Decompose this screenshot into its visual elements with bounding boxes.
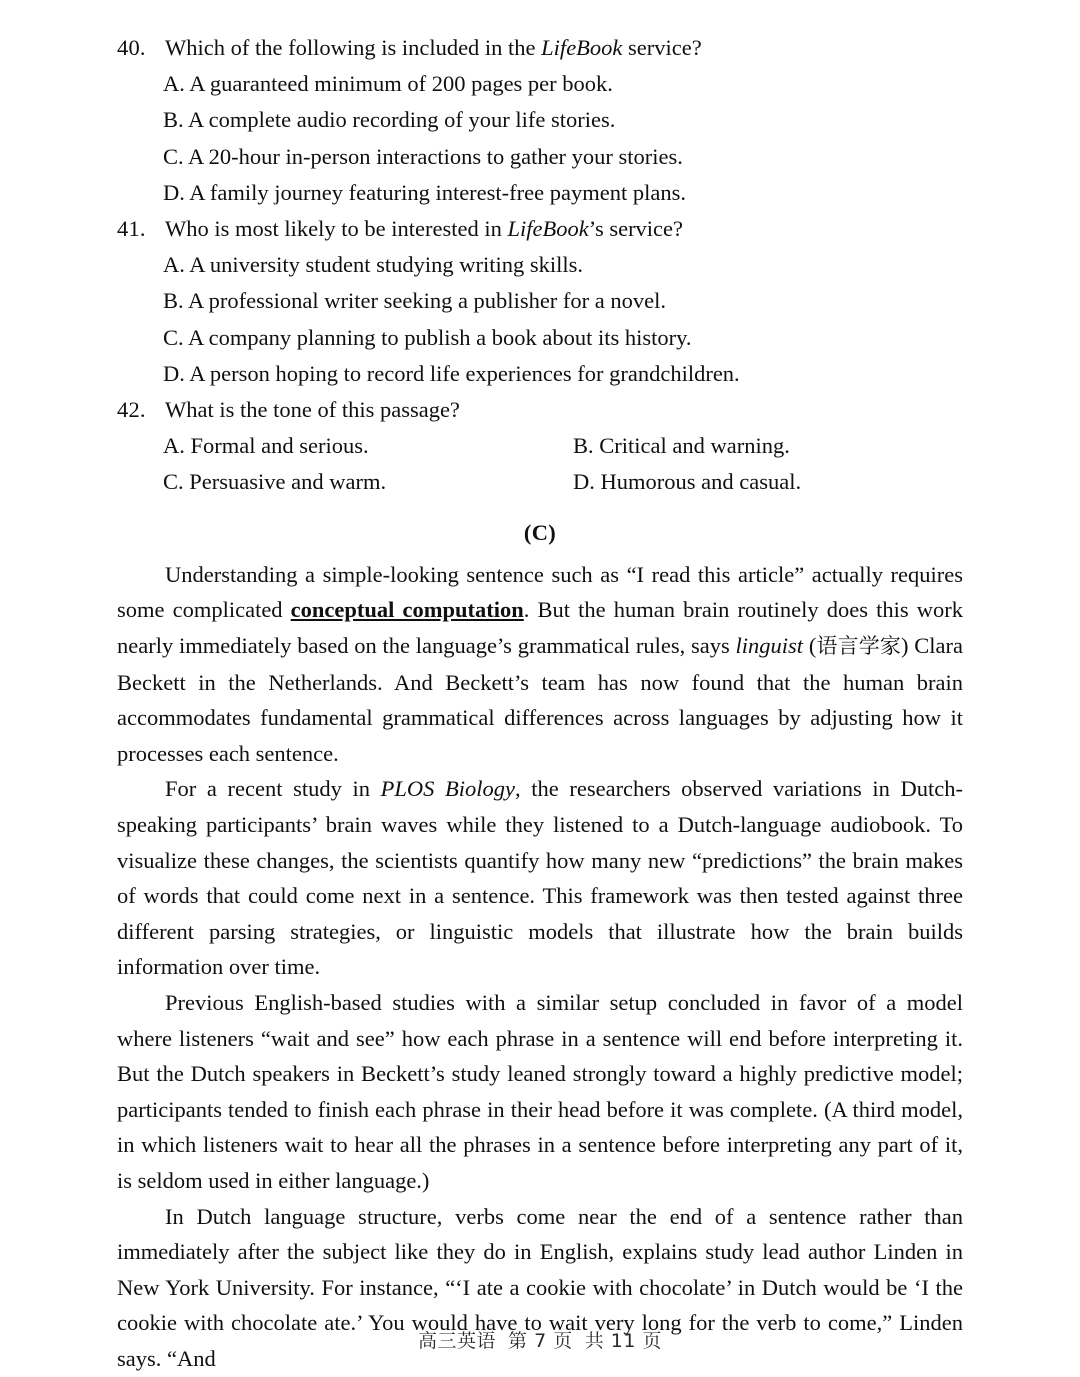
question-stem: [117, 30, 963, 66]
option-list: [117, 428, 963, 500]
passage-text: . But the human brain routinely does this work nearly immediately based on the language’s grammatical rules, says: [117, 597, 963, 659]
option-list: [117, 247, 963, 392]
option-D[interactable]: D. A person hoping to record life experiences for grandchildren.: [163, 360, 740, 386]
italic-term: PLOS Biology: [380, 776, 515, 802]
option-row: [117, 428, 963, 464]
passage-text: (: [803, 633, 817, 659]
option-D[interactable]: D. Humorous and casual.: [573, 469, 802, 495]
passage-body: [117, 557, 963, 1377]
question-text: [165, 30, 963, 66]
chinese-gloss: 语言学家: [816, 634, 902, 659]
question-text-italic: LifeBook: [541, 35, 623, 60]
option-B[interactable]: B. A complete audio recording of your life stories.: [163, 107, 616, 133]
question-42: [117, 392, 963, 501]
footer-total-pages: 共 11 页: [584, 1330, 662, 1352]
option-A[interactable]: A. Formal and serious.: [163, 433, 369, 459]
question-stem: [117, 392, 963, 428]
question-number: 42.: [117, 397, 146, 423]
passage-paragraph: [117, 771, 963, 985]
option-A[interactable]: A. A university student studying writing skills.: [163, 252, 584, 278]
option-B[interactable]: B. Critical and warning.: [573, 433, 790, 459]
reading-passage-c: [117, 515, 963, 1377]
question-number: 41.: [117, 216, 146, 242]
passage-text: Understanding a simple-looking sentence such as “I read this article” actually requires some complicated: [117, 561, 963, 623]
option-row: [117, 464, 963, 500]
question-41: [117, 211, 963, 392]
option-C[interactable]: C. Persuasive and warm.: [163, 469, 387, 495]
passage-paragraph: [117, 985, 963, 1199]
question-number: 40.: [117, 35, 146, 60]
question-40: [117, 30, 963, 211]
question-text-before: Who is most likely to be interested in: [165, 216, 508, 242]
question-text-after: ’s service?: [588, 216, 684, 242]
question-text-before: Which of the following is included in the: [165, 35, 542, 60]
question-text-after: service?: [622, 35, 702, 60]
question-list: [117, 30, 963, 501]
passage-paragraph: [117, 557, 963, 772]
question-text-italic: LifeBook: [507, 216, 589, 242]
passage-text: Previous English-based studies with a similar setup concluded in favor of a model where listeners “wait and see” how each phrase in a sentence will end before interpreting it. But the Dutch speakers in Beckett’s study leaned strongly toward a highly predictive model; participants tended to finish each phrase in their head before it was complete. (A third model, in which listeners wait to hear all the phrases in a sentence before interpreting any part of it, is seldom used in either language.): [117, 989, 963, 1193]
passage-text: ) Clara Beckett in the Netherlands. And Beckett’s team has now found that the human brain accommodates fundamental grammatical differences across languages by adjusting how it processes each sentence.: [117, 633, 964, 766]
question-text: [165, 211, 963, 247]
question-text: What is the tone of this passage?: [165, 397, 460, 423]
passage-text: For a recent study in: [165, 776, 381, 802]
page-footer: [0, 1326, 1080, 1353]
passage-label: (C): [523, 519, 557, 545]
option-list: [117, 66, 963, 211]
question-stem: [117, 211, 963, 247]
footer-page-number: 第 7 页: [508, 1330, 573, 1352]
footer-subject: 高三英语: [418, 1330, 497, 1352]
option-B[interactable]: B. A professional writer seeking a publisher for a novel.: [163, 288, 667, 314]
passage-text: , the researchers observed variations in Dutch-speaking participants’ brain waves while they listened to a Dutch-language audiobook. To visualize these changes, the scientists quantify how many new “predictions” the brain makes of words that could come next in a sentence. This framework was then tested against three different parsing strategies, or linguistic models that illustrate how the brain builds information over time.: [117, 776, 963, 980]
italic-term: linguist: [735, 633, 804, 659]
option-A[interactable]: A. A guaranteed minimum of 200 pages per book.: [163, 71, 613, 97]
option-C[interactable]: C. A 20-hour in-person interactions to gather your stories.: [163, 143, 683, 169]
highlighted-term: conceptual computation: [290, 597, 524, 623]
option-C[interactable]: C. A company planning to publish a book about its history.: [163, 324, 692, 350]
passage-text: In Dutch language structure, verbs come near the end of a sentence rather than immediately after the subject like they do in English, explains study lead author Linden in New York University. For instance, “‘I ate a cookie with chocolate’ in Dutch would be ‘I the cookie with chocolate ate.’ You would have to wait very long for the verb to come,” Linden says. “And: [117, 1203, 963, 1371]
option-D[interactable]: D. A family journey featuring interest-free payment plans.: [163, 179, 686, 205]
